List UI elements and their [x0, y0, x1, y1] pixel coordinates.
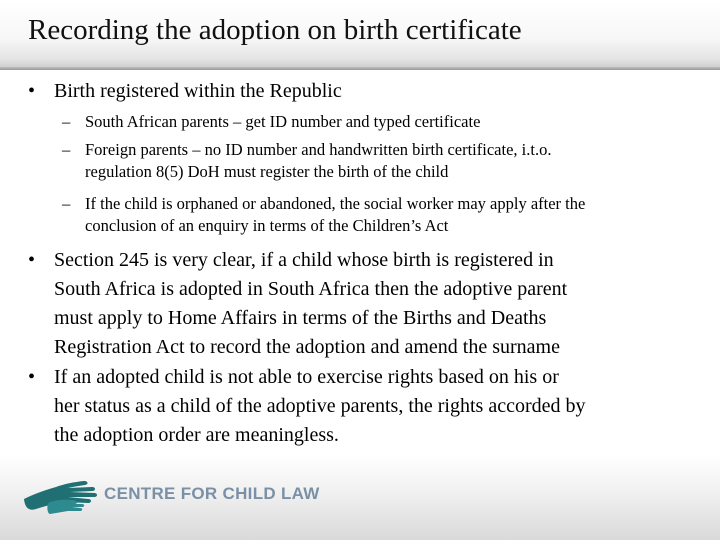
bullet-marker: • [28, 366, 36, 388]
dash-marker: – [62, 112, 71, 131]
bullet-line: the adoption order are meaningless. [54, 424, 339, 446]
bullet-marker: • [28, 249, 36, 271]
hands-icon [22, 469, 104, 519]
slide-title: Recording the adoption on birth certificate [28, 14, 522, 46]
bullet-line: her status as a child of the adoptive parents, the rights accorded by [54, 395, 586, 417]
bullet-line: If an adopted child is not able to exercise rights based on his or [54, 366, 559, 388]
dash-marker: – [62, 194, 71, 213]
bullet-marker: • [28, 80, 36, 102]
title-band [0, 0, 720, 70]
footer [0, 455, 720, 540]
bullet-line: South Africa is adopted in South Africa then the adoptive parent [54, 278, 568, 300]
logo-text: CENTRE FOR CHILD LAW [104, 484, 320, 503]
bullet-line: Section 245 is very clear, if a child whose birth is registered in [54, 249, 554, 271]
bullet-text: Birth registered within the Republic [54, 80, 342, 102]
sub-bullet-line: South African parents – get ID number and typed certificate [85, 112, 481, 131]
sub-bullet-line: conclusion of an enquiry in terms of the Children’s Act [85, 216, 449, 235]
bullet-line: Registration Act to record the adoption and amend the surname [54, 336, 560, 358]
sub-bullet-line: regulation 8(5) DoH must register the birth of the child [85, 162, 449, 181]
sub-bullet-line: If the child is orphaned or abandoned, the social worker may apply after the [85, 194, 586, 213]
sub-bullet-line: Foreign parents – no ID number and handwritten birth certificate, i.t.o. [85, 140, 552, 159]
dash-marker: – [62, 140, 71, 159]
bullet-line: must apply to Home Affairs in terms of the Births and Deaths [54, 307, 547, 329]
